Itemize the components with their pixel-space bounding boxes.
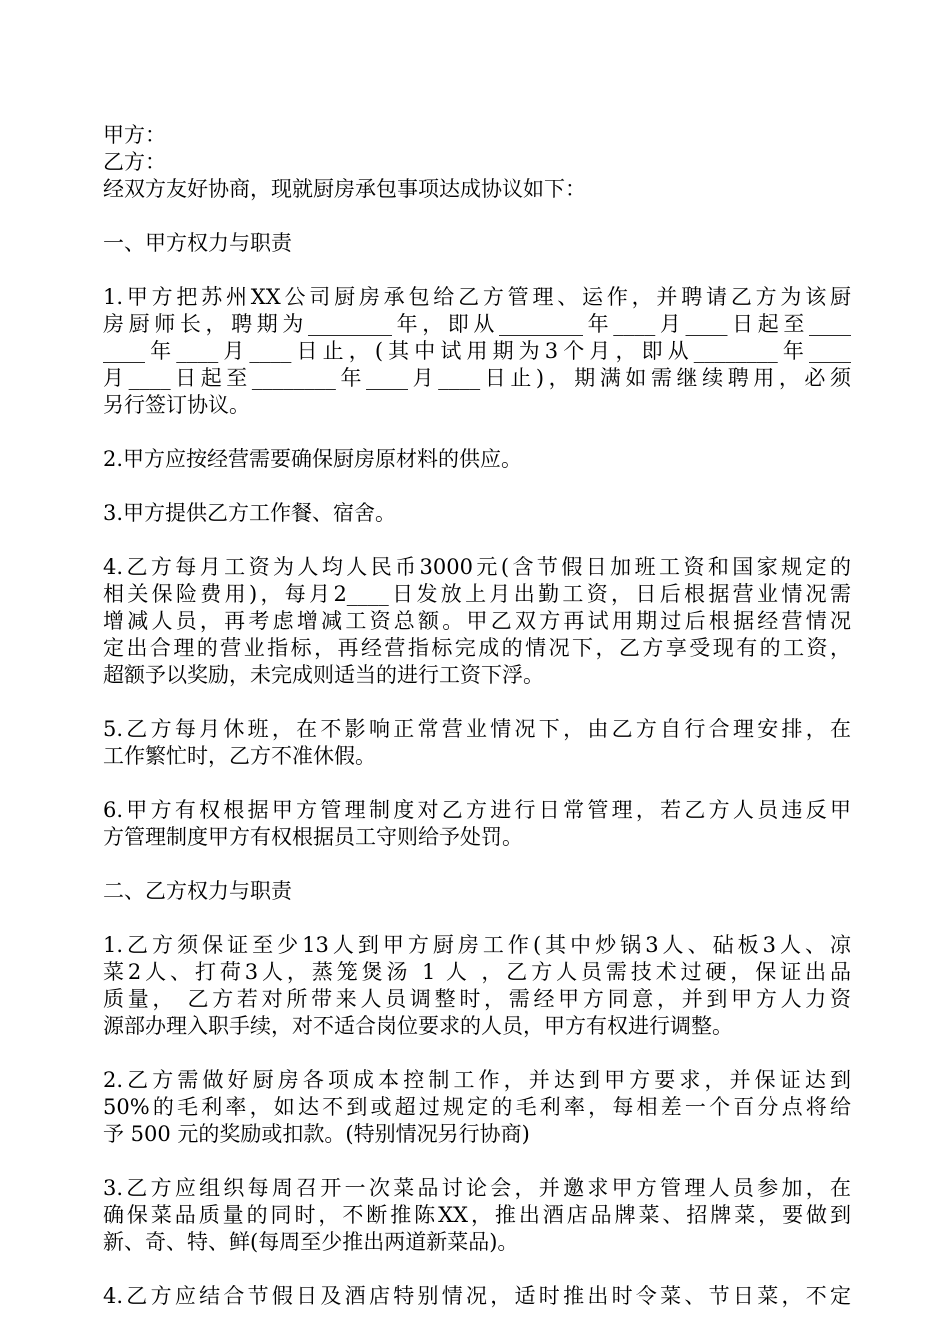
section-1-heading: 一、甲方权力与职责 [103, 231, 292, 255]
clause-line: 质量， 乙方若对所带来人员调整时，需经甲方同意，并到甲方人力资 [103, 987, 851, 1011]
clause-line: 4.乙方每月工资为人均人民币3000元(含节假日加班工资和国家规定的 [103, 555, 851, 579]
party-b-label: 乙方： [103, 150, 166, 174]
clause-line: 5.乙方每月休班，在不影响正常营业情况下，由乙方自行合理安排，在 [103, 717, 851, 741]
clause-line: 1.乙方须保证至少13人到甲方厨房工作(其中炒锅3人、砧板3人、凉 [103, 933, 851, 957]
clause-line: 予 500 元的奖励或扣款。(特别情况另行协商) [103, 1122, 530, 1146]
section-1-clause-3 [103, 500, 851, 527]
clause-line: 3.甲方提供乙方工作餐、宿舍。 [103, 501, 397, 525]
intro-paragraph: 经双方友好协商，现就厨房承包事项达成协议如下： [103, 177, 586, 201]
section-2-clause-1 [103, 932, 851, 1040]
clause-line: 2.甲方应按经营需要确保厨房原材料的供应。 [103, 447, 523, 471]
clause-line: 方管理制度甲方有权根据员工守则给予处罚。 [103, 825, 523, 849]
clause-line: 3.乙方应组织每周召开一次菜品讨论会，并邀求甲方管理人员参加，在 [103, 1176, 851, 1200]
section-2-clause-2 [103, 1067, 851, 1148]
clause-line: 菜2人、打荷3人，蒸笼煲汤 1 人 ，乙方人员需技术过硬，保证出品 [103, 960, 851, 984]
clause-line: 源部办理入职手续，对不适合岗位要求的人员，甲方有权进行调整。 [103, 1014, 733, 1038]
clause-line: 4.乙方应结合节假日及酒店特别情况，适时推出时令菜、节日菜，不定 [103, 1284, 851, 1308]
section-1-clause-4 [103, 554, 851, 689]
section-1-clause-2 [103, 446, 851, 473]
clause-line: 新、奇、特、鲜(每周至少推出两道新菜品)。 [103, 1230, 519, 1254]
clause-line: 50%的毛利率，如达不到或超过规定的毛利率，每相差一个百分点将给 [103, 1095, 851, 1119]
clause-line: 相关保险费用)，每月2____日发放上月出勤工资，日后根据营业情况需 [103, 582, 851, 606]
clause-line: 超额予以奖励，未完成则适当的进行工资下浮。 [103, 663, 544, 687]
clause-line: 另行签订协议。 [103, 393, 250, 417]
party-a-label: 甲方： [103, 123, 166, 147]
section-1-clause-1 [103, 284, 851, 419]
section-1-clause-5 [103, 716, 851, 770]
section-1-clause-6 [103, 797, 851, 851]
clause-line: 1.甲方把苏州XX公司厨房承包给乙方管理、运作，并聘请乙方为该厨 [103, 285, 851, 309]
clause-line: 定出合理的营业指标，再经营指标完成的情况下，乙方享受现有的工资， [103, 636, 851, 660]
clause-line: ____年____月____日止，(其中试用期为3个月，即从________年____ [103, 339, 851, 363]
clause-line: 6.甲方有权根据甲方管理制度对乙方进行日常管理，若乙方人员违反甲 [103, 798, 851, 822]
clause-line: 房厨师长，聘期为________年，即从________年____月____日起至____ [103, 312, 851, 336]
contract-body [103, 122, 851, 1310]
section-2-heading: 二、乙方权力与职责 [103, 879, 292, 903]
clause-line: 增减人员，再考虑增减工资总额。甲乙双方再试用期过后根据经营情况 [103, 609, 851, 633]
section-2-clause-3 [103, 1175, 851, 1256]
clause-line: 2.乙方需做好厨房各项成本控制工作，并达到甲方要求，并保证达到 [103, 1068, 851, 1092]
clause-line: 确保菜品质量的同时，不断推陈XX，推出酒店品牌菜、招牌菜，要做到 [103, 1203, 851, 1227]
section-2-clause-4 [103, 1283, 851, 1310]
clause-line: 月____日起至________年____月____日止)，期满如需继续聘用，必须 [103, 366, 851, 390]
clause-line: 工作繁忙时，乙方不准休假。 [103, 744, 376, 768]
